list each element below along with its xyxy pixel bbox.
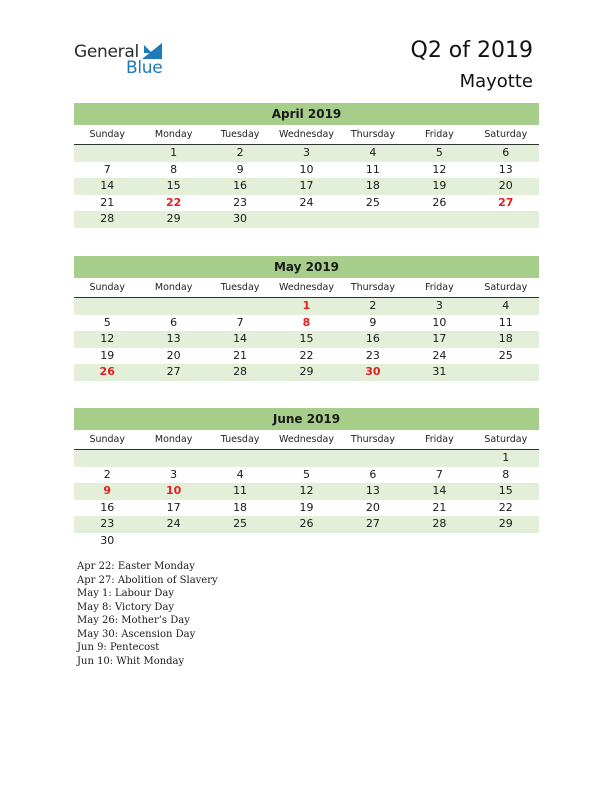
date-cell: 12 xyxy=(100,332,115,345)
empty-date-cell xyxy=(140,450,206,467)
date-cell: 10 xyxy=(432,315,447,329)
month-title: June 2019 xyxy=(74,408,539,430)
date-cell: 26 xyxy=(299,517,314,530)
weekday-label: Wednesday xyxy=(278,434,334,445)
empty-date-cell xyxy=(473,211,539,228)
empty-date-cell xyxy=(273,533,339,550)
holiday-note: May 8: Victory Day xyxy=(77,601,175,613)
logo-word-blue: Blue xyxy=(126,58,163,78)
holiday-note: Jun 10: Whit Monday xyxy=(77,655,185,667)
date-cell: 7 xyxy=(435,467,443,481)
date-cell: 28 xyxy=(233,365,248,378)
week-row xyxy=(74,145,539,162)
date-cell: 6 xyxy=(502,146,510,159)
week-row xyxy=(74,331,539,348)
date-cell: 28 xyxy=(432,517,447,530)
empty-date-cell xyxy=(140,533,206,550)
date-cell: 25 xyxy=(365,195,380,209)
date-cell: 15 xyxy=(498,484,513,497)
holiday-note: Apr 22: Easter Monday xyxy=(77,561,195,572)
weekday-header-row xyxy=(74,126,539,145)
date-cell: 21 xyxy=(100,195,115,209)
empty-date-cell xyxy=(74,145,140,162)
week-row xyxy=(74,450,539,467)
weekday-label: Friday xyxy=(424,129,454,140)
date-cell: 29 xyxy=(498,517,513,530)
date-cell: 2 xyxy=(236,146,244,159)
date-cell: 14 xyxy=(100,179,115,192)
date-cell: 29 xyxy=(299,365,314,378)
weekday-label: Sunday xyxy=(89,434,125,445)
week-row xyxy=(74,315,539,332)
date-cell: 9 xyxy=(369,315,377,329)
week-row xyxy=(74,467,539,484)
weekday-label: Monday xyxy=(154,129,193,140)
date-cell: 13 xyxy=(365,484,380,497)
holiday-date-cell: 30 xyxy=(365,365,381,378)
weekday-header-row xyxy=(74,431,539,450)
holiday-notes xyxy=(77,560,218,668)
empty-date-cell xyxy=(473,364,539,381)
weekday-label: Saturday xyxy=(484,434,528,445)
week-row xyxy=(74,500,539,517)
empty-date-cell xyxy=(406,211,472,228)
date-cell: 24 xyxy=(432,348,447,362)
date-cell: 27 xyxy=(166,365,181,378)
date-cell: 27 xyxy=(365,517,380,530)
date-cell: 11 xyxy=(233,484,248,497)
week-row xyxy=(74,162,539,179)
date-cell: 24 xyxy=(166,517,181,530)
date-cell: 5 xyxy=(435,146,443,159)
date-cell: 7 xyxy=(103,162,111,176)
holiday-date-cell: 10 xyxy=(165,484,182,497)
date-cell: 10 xyxy=(299,162,314,176)
week-row xyxy=(74,195,539,212)
month-title: May 2019 xyxy=(74,256,539,278)
empty-date-cell xyxy=(273,450,339,467)
date-cell: 3 xyxy=(435,299,443,312)
empty-date-cell xyxy=(473,533,539,550)
week-row xyxy=(74,348,539,365)
logo-flag-icon xyxy=(142,43,162,59)
empty-date-cell xyxy=(406,533,472,550)
date-cell: 11 xyxy=(498,315,513,329)
week-row xyxy=(74,178,539,195)
date-cell: 23 xyxy=(233,195,248,209)
holiday-note: Apr 27: Abolition of Slavery xyxy=(77,574,218,586)
empty-date-cell xyxy=(406,450,472,467)
date-cell: 18 xyxy=(233,500,248,514)
empty-date-cell xyxy=(74,298,140,315)
empty-date-cell xyxy=(340,533,406,550)
date-cell: 21 xyxy=(432,500,447,514)
holiday-note: May 30: Ascension Day xyxy=(77,628,196,640)
date-cell: 22 xyxy=(498,500,513,514)
week-row xyxy=(74,483,539,500)
empty-date-cell xyxy=(207,298,273,315)
empty-date-cell xyxy=(207,450,273,467)
weekday-label: Tuesday xyxy=(220,129,260,140)
date-cell: 25 xyxy=(498,348,513,362)
date-cell: 6 xyxy=(369,467,377,481)
weekday-label: Sunday xyxy=(89,282,125,293)
weekday-label: Friday xyxy=(424,434,454,445)
date-cell: 16 xyxy=(365,332,380,345)
month-april xyxy=(74,103,539,228)
date-cell: 4 xyxy=(502,299,510,312)
weekday-label: Tuesday xyxy=(220,282,260,293)
date-cell: 8 xyxy=(502,467,510,481)
date-cell: 22 xyxy=(299,348,314,362)
date-cell: 31 xyxy=(432,365,447,378)
country-name: Mayotte xyxy=(459,71,533,92)
date-cell: 25 xyxy=(233,517,248,530)
date-cell: 30 xyxy=(233,212,248,225)
empty-date-cell xyxy=(340,211,406,228)
month-may xyxy=(74,256,539,381)
weekday-label: Saturday xyxy=(484,129,528,140)
date-cell: 1 xyxy=(502,451,510,464)
weekday-label: Thursday xyxy=(350,282,396,293)
date-cell: 5 xyxy=(302,467,310,481)
date-cell: 2 xyxy=(103,467,111,481)
week-row xyxy=(74,364,539,381)
date-cell: 15 xyxy=(166,179,181,192)
date-cell: 17 xyxy=(166,500,181,514)
holiday-note: Jun 9: Pentecost xyxy=(77,642,160,653)
date-cell: 4 xyxy=(236,467,244,481)
date-cell: 19 xyxy=(299,500,314,514)
date-cell: 21 xyxy=(233,348,248,362)
date-cell: 28 xyxy=(100,212,115,225)
empty-date-cell xyxy=(273,211,339,228)
weekday-label: Wednesday xyxy=(278,282,334,293)
weekday-label: Friday xyxy=(424,282,454,293)
date-cell: 18 xyxy=(365,179,380,192)
holiday-date-cell: 26 xyxy=(99,365,115,378)
holiday-date-cell: 27 xyxy=(498,195,514,209)
logo-word-general: General xyxy=(74,42,139,62)
date-cell: 7 xyxy=(236,315,244,329)
weekday-header-row xyxy=(74,279,539,298)
date-cell: 16 xyxy=(233,179,248,192)
holiday-date-cell: 8 xyxy=(302,315,311,329)
date-cell: 13 xyxy=(166,332,181,345)
date-cell: 9 xyxy=(236,162,244,176)
empty-date-cell xyxy=(74,450,140,467)
date-cell: 4 xyxy=(369,146,377,159)
weekday-label: Saturday xyxy=(484,282,528,293)
date-cell: 12 xyxy=(432,162,447,176)
date-cell: 14 xyxy=(233,332,248,345)
date-cell: 20 xyxy=(166,348,181,362)
date-cell: 11 xyxy=(365,162,380,176)
weekday-label: Monday xyxy=(154,282,193,293)
date-cell: 29 xyxy=(166,212,181,225)
date-cell: 3 xyxy=(170,467,178,481)
weekday-label: Thursday xyxy=(350,129,396,140)
holiday-date-cell: 9 xyxy=(103,484,112,497)
date-cell: 26 xyxy=(432,195,447,209)
date-cell: 16 xyxy=(100,500,115,514)
date-cell: 23 xyxy=(365,348,380,362)
holiday-date-cell: 1 xyxy=(302,299,311,312)
date-cell: 17 xyxy=(432,332,447,345)
date-cell: 6 xyxy=(170,315,178,329)
empty-date-cell xyxy=(340,450,406,467)
brand-logo xyxy=(74,42,174,82)
weekday-label: Thursday xyxy=(350,434,396,445)
date-cell: 20 xyxy=(365,500,380,514)
date-cell: 13 xyxy=(498,162,513,176)
weekday-label: Monday xyxy=(154,434,193,445)
empty-date-cell xyxy=(140,298,206,315)
page-title: Q2 of 2019 xyxy=(410,38,533,63)
month-june xyxy=(74,408,539,549)
date-cell: 20 xyxy=(498,179,513,192)
week-row xyxy=(74,298,539,315)
holiday-date-cell: 22 xyxy=(165,195,182,209)
weekday-label: Wednesday xyxy=(278,129,334,140)
date-cell: 19 xyxy=(100,348,115,362)
date-cell: 5 xyxy=(103,315,111,329)
date-cell: 8 xyxy=(170,162,178,176)
date-cell: 15 xyxy=(299,332,314,345)
holiday-note: May 26: Mother’s Day xyxy=(77,615,190,626)
week-row xyxy=(74,533,539,550)
month-title: April 2019 xyxy=(74,103,539,125)
date-cell: 2 xyxy=(369,299,377,312)
date-cell: 1 xyxy=(170,146,178,159)
date-cell: 30 xyxy=(100,533,115,547)
date-cell: 3 xyxy=(302,146,310,159)
weekday-label: Tuesday xyxy=(220,434,260,445)
holiday-note: May 1: Labour Day xyxy=(77,588,174,599)
date-cell: 23 xyxy=(100,517,115,530)
date-cell: 17 xyxy=(299,179,314,192)
date-cell: 18 xyxy=(498,332,513,345)
date-cell: 14 xyxy=(432,484,447,497)
week-row xyxy=(74,516,539,533)
date-cell: 12 xyxy=(299,484,314,497)
date-cell: 19 xyxy=(432,179,447,192)
week-row xyxy=(74,211,539,228)
date-cell: 24 xyxy=(299,195,314,209)
empty-date-cell xyxy=(207,533,273,550)
weekday-label: Sunday xyxy=(89,129,125,140)
